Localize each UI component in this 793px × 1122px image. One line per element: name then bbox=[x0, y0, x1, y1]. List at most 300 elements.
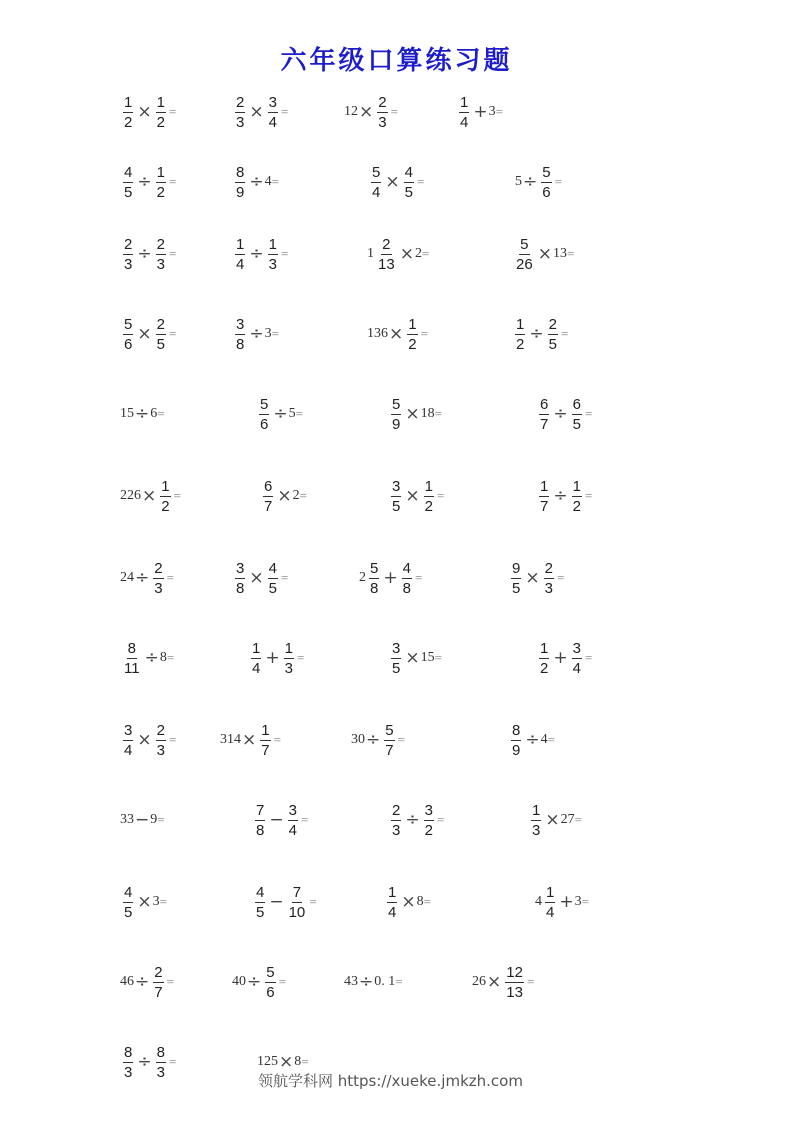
numerator: 4 bbox=[402, 559, 411, 577]
fraction bbox=[156, 722, 166, 759]
math-problem bbox=[220, 718, 281, 762]
fraction bbox=[459, 94, 469, 131]
number: 5 bbox=[515, 174, 522, 189]
numerator: 1 bbox=[161, 477, 170, 495]
math-problem bbox=[252, 798, 308, 842]
equals-sign: = bbox=[309, 894, 317, 909]
numerator: 5 bbox=[370, 559, 379, 577]
equals-sign: = bbox=[168, 174, 177, 189]
denominator: 5 bbox=[156, 335, 165, 353]
number: 0. 1 bbox=[374, 974, 396, 989]
numerator: 1 bbox=[284, 639, 293, 657]
equals-sign: = bbox=[526, 974, 535, 989]
equals-sign: = bbox=[299, 488, 307, 503]
denominator: 2 bbox=[424, 821, 433, 839]
numerator: 5 bbox=[266, 963, 275, 981]
fraction bbox=[402, 560, 412, 597]
fraction bbox=[377, 94, 387, 131]
math-problem bbox=[120, 880, 167, 924]
fraction bbox=[156, 94, 166, 131]
equals-sign: = bbox=[395, 974, 403, 989]
numerator: 8 bbox=[127, 639, 136, 657]
numerator: 2 bbox=[382, 235, 391, 253]
operator: ÷ bbox=[553, 404, 568, 424]
operator: × bbox=[405, 486, 420, 506]
fraction bbox=[515, 236, 534, 273]
operator: ÷ bbox=[366, 730, 381, 750]
math-problem bbox=[120, 556, 174, 600]
fraction bbox=[539, 640, 549, 677]
math-problem bbox=[351, 718, 405, 762]
denominator: 8 bbox=[402, 579, 411, 597]
math-problem bbox=[120, 90, 176, 134]
denominator: 3 bbox=[154, 579, 163, 597]
fraction bbox=[268, 560, 278, 597]
operator: × bbox=[525, 568, 540, 588]
denominator: 26 bbox=[516, 255, 533, 273]
denominator: 4 bbox=[268, 113, 277, 131]
fraction bbox=[123, 884, 133, 921]
operator: ÷ bbox=[249, 172, 264, 192]
numerator: 1 bbox=[268, 235, 277, 253]
number: 1 bbox=[367, 246, 374, 261]
denominator: 2 bbox=[424, 497, 433, 515]
math-problem bbox=[120, 718, 176, 762]
math-problem bbox=[512, 232, 574, 276]
equals-sign: = bbox=[273, 732, 281, 747]
operator: × bbox=[279, 1052, 294, 1072]
number: 2 bbox=[414, 246, 422, 261]
equals-sign: = bbox=[157, 406, 165, 421]
math-problem bbox=[120, 636, 174, 680]
math-problem bbox=[260, 474, 307, 518]
numerator: 5 bbox=[385, 721, 394, 739]
equals-sign: = bbox=[271, 174, 279, 189]
numerator: 4 bbox=[124, 163, 133, 181]
equals-sign: = bbox=[420, 326, 428, 341]
numerator: 1 bbox=[540, 477, 549, 495]
denominator: 5 bbox=[572, 415, 581, 433]
equals-sign: = bbox=[436, 812, 445, 827]
numerator: 2 bbox=[156, 235, 165, 253]
math-problem bbox=[232, 312, 279, 356]
numerator: 2 bbox=[156, 315, 165, 333]
denominator: 6 bbox=[266, 983, 275, 1001]
math-problem bbox=[120, 312, 176, 356]
denominator: 2 bbox=[161, 497, 170, 515]
operator: ÷ bbox=[137, 1052, 152, 1072]
number: 3 bbox=[152, 894, 160, 909]
fraction bbox=[404, 164, 414, 201]
math-problem bbox=[388, 636, 442, 680]
number: 40 bbox=[232, 974, 246, 989]
denominator: 8 bbox=[370, 579, 379, 597]
math-problem bbox=[232, 232, 288, 276]
operator: × bbox=[137, 892, 152, 912]
numerator: 2 bbox=[544, 559, 553, 577]
operator: ÷ bbox=[273, 404, 288, 424]
fraction bbox=[539, 478, 549, 515]
fraction bbox=[391, 478, 401, 515]
numerator: 7 bbox=[292, 883, 302, 901]
equals-sign: = bbox=[421, 246, 430, 261]
denominator: 3 bbox=[378, 113, 387, 131]
operator: + bbox=[265, 648, 280, 668]
equals-sign: = bbox=[280, 246, 289, 261]
number: 18 bbox=[420, 406, 435, 421]
operator: × bbox=[389, 324, 404, 344]
fraction bbox=[391, 802, 401, 839]
math-problem bbox=[368, 160, 424, 204]
numerator: 3 bbox=[124, 721, 133, 739]
math-problem bbox=[120, 232, 176, 276]
equals-sign: = bbox=[434, 406, 442, 421]
fraction bbox=[160, 478, 170, 515]
operator: + bbox=[383, 568, 398, 588]
fraction bbox=[251, 640, 261, 677]
math-problem bbox=[472, 960, 534, 1004]
fraction bbox=[255, 884, 265, 921]
math-problem bbox=[384, 880, 431, 924]
numerator: 1 bbox=[572, 477, 581, 495]
math-problem bbox=[344, 960, 403, 1004]
denominator: 6 bbox=[124, 335, 133, 353]
numerator: 8 bbox=[124, 1043, 133, 1061]
denominator: 5 bbox=[268, 579, 277, 597]
denominator: 5 bbox=[124, 903, 133, 921]
operator: − bbox=[269, 892, 284, 912]
fraction bbox=[123, 236, 133, 273]
equals-sign: = bbox=[584, 488, 593, 503]
denominator: 13 bbox=[506, 983, 523, 1001]
math-problem bbox=[232, 556, 288, 600]
denominator: 3 bbox=[544, 579, 553, 597]
numerator: 1 bbox=[156, 163, 165, 181]
operator: × bbox=[249, 568, 264, 588]
equals-sign: = bbox=[173, 488, 181, 503]
fraction bbox=[259, 396, 269, 433]
denominator: 3 bbox=[532, 821, 541, 839]
equals-sign: = bbox=[168, 104, 177, 119]
math-problem bbox=[232, 160, 279, 204]
denominator: 7 bbox=[264, 497, 273, 515]
equals-sign: = bbox=[414, 570, 423, 585]
equals-sign: = bbox=[280, 104, 289, 119]
numerator: 6 bbox=[572, 395, 581, 413]
fraction bbox=[391, 640, 401, 677]
operator: + bbox=[473, 102, 488, 122]
equals-sign: = bbox=[584, 406, 593, 421]
denominator: 4 bbox=[572, 659, 581, 677]
math-problem bbox=[536, 636, 592, 680]
numerator: 3 bbox=[572, 639, 581, 657]
denominator: 5 bbox=[124, 183, 133, 201]
equals-sign: = bbox=[166, 974, 174, 989]
equals-sign: = bbox=[296, 650, 305, 665]
equals-sign: = bbox=[157, 812, 165, 827]
fraction bbox=[369, 560, 379, 597]
operator: − bbox=[269, 810, 284, 830]
denominator: 6 bbox=[260, 415, 269, 433]
equals-sign: = bbox=[556, 570, 565, 585]
numerator: 3 bbox=[236, 559, 245, 577]
operator: × bbox=[405, 404, 420, 424]
equals-sign: = bbox=[300, 812, 309, 827]
operator: × bbox=[385, 172, 400, 192]
number: 30 bbox=[351, 732, 365, 747]
numerator: 8 bbox=[156, 1043, 165, 1061]
denominator: 5 bbox=[404, 183, 413, 201]
operator: ÷ bbox=[135, 972, 150, 992]
numerator: 3 bbox=[392, 639, 401, 657]
math-problem bbox=[359, 556, 422, 600]
fraction bbox=[548, 316, 558, 353]
numerator: 5 bbox=[392, 395, 401, 413]
numerator: 3 bbox=[288, 801, 297, 819]
number: 4 bbox=[540, 732, 548, 747]
fraction bbox=[268, 94, 278, 131]
numerator: 3 bbox=[268, 93, 277, 111]
operator: × bbox=[537, 244, 552, 264]
number: 33 bbox=[120, 812, 134, 827]
denominator: 5 bbox=[392, 497, 401, 515]
math-problem bbox=[528, 798, 582, 842]
denominator: 5 bbox=[256, 903, 265, 921]
math-problem bbox=[456, 90, 503, 134]
numerator: 1 bbox=[261, 721, 270, 739]
denominator: 2 bbox=[156, 113, 165, 131]
number: 9 bbox=[150, 812, 158, 827]
operator: ÷ bbox=[135, 404, 150, 424]
denominator: 4 bbox=[288, 821, 297, 839]
numerator: 1 bbox=[408, 315, 417, 333]
numerator: 7 bbox=[256, 801, 265, 819]
numerator: 4 bbox=[124, 883, 133, 901]
operator: ÷ bbox=[553, 486, 568, 506]
fraction bbox=[156, 164, 166, 201]
denominator: 4 bbox=[124, 741, 133, 759]
fraction bbox=[260, 722, 270, 759]
fraction bbox=[541, 164, 551, 201]
equals-sign: = bbox=[168, 732, 177, 747]
math-problem bbox=[367, 232, 429, 276]
denominator: 7 bbox=[154, 983, 163, 1001]
operator: − bbox=[135, 810, 150, 830]
math-problem bbox=[232, 90, 288, 134]
denominator: 8 bbox=[236, 335, 245, 353]
numerator: 2 bbox=[124, 235, 133, 253]
fraction bbox=[255, 802, 265, 839]
fraction bbox=[544, 560, 554, 597]
numerator: 8 bbox=[512, 721, 521, 739]
numerator: 2 bbox=[154, 963, 163, 981]
denominator: 4 bbox=[236, 255, 245, 273]
math-problem bbox=[508, 718, 555, 762]
equals-sign: = bbox=[301, 1054, 309, 1069]
equals-sign: = bbox=[584, 650, 593, 665]
equals-sign: = bbox=[168, 246, 177, 261]
denominator: 10 bbox=[288, 903, 306, 921]
equals-sign: = bbox=[581, 894, 589, 909]
number: 15 bbox=[120, 406, 134, 421]
fraction bbox=[511, 560, 521, 597]
denominator: 13 bbox=[378, 255, 395, 273]
fraction bbox=[123, 94, 133, 131]
operator: ÷ bbox=[247, 972, 262, 992]
fraction bbox=[263, 478, 273, 515]
equals-sign: = bbox=[423, 894, 431, 909]
math-problem bbox=[120, 392, 165, 436]
math-problem bbox=[232, 960, 286, 1004]
operator: ÷ bbox=[135, 568, 150, 588]
math-problem bbox=[388, 474, 444, 518]
fraction bbox=[515, 316, 525, 353]
equals-sign: = bbox=[166, 650, 175, 665]
numerator: 9 bbox=[512, 559, 521, 577]
equals-sign: = bbox=[416, 174, 425, 189]
operator: × bbox=[487, 972, 502, 992]
fraction bbox=[545, 884, 555, 921]
operator: ÷ bbox=[249, 324, 264, 344]
denominator: 2 bbox=[540, 659, 549, 677]
fraction bbox=[123, 1044, 133, 1081]
denominator: 7 bbox=[540, 497, 549, 515]
equals-sign: = bbox=[166, 570, 174, 585]
denominator: 4 bbox=[388, 903, 397, 921]
operator: × bbox=[399, 244, 414, 264]
fraction bbox=[156, 316, 166, 353]
operator: ÷ bbox=[529, 324, 544, 344]
numerator: 1 bbox=[388, 883, 397, 901]
number: 2 bbox=[292, 488, 300, 503]
equals-sign: = bbox=[554, 174, 562, 189]
denominator: 3 bbox=[156, 255, 165, 273]
fraction bbox=[156, 1044, 166, 1081]
fraction bbox=[123, 164, 133, 201]
number: 4 bbox=[535, 894, 542, 909]
fraction bbox=[377, 236, 396, 273]
numerator: 5 bbox=[260, 395, 269, 413]
denominator: 3 bbox=[124, 1063, 133, 1081]
number: 3 bbox=[264, 326, 272, 341]
math-problem bbox=[120, 798, 165, 842]
number: 2 bbox=[359, 570, 366, 585]
number: 226 bbox=[120, 488, 141, 503]
fraction bbox=[391, 396, 401, 433]
operator: × bbox=[405, 648, 420, 668]
numerator: 6 bbox=[540, 395, 549, 413]
number: 12 bbox=[344, 104, 358, 119]
numerator: 2 bbox=[154, 559, 163, 577]
number: 125 bbox=[257, 1054, 278, 1069]
fraction bbox=[156, 236, 166, 273]
numerator: 1 bbox=[124, 93, 133, 111]
denominator: 3 bbox=[392, 821, 401, 839]
equals-sign: = bbox=[278, 974, 286, 989]
denominator: 7 bbox=[540, 415, 549, 433]
number: 6 bbox=[150, 406, 158, 421]
numerator: 1 bbox=[156, 93, 165, 111]
numerator: 2 bbox=[548, 315, 557, 333]
operator: × bbox=[137, 324, 152, 344]
fraction bbox=[123, 722, 133, 759]
fraction bbox=[235, 164, 245, 201]
number: 314 bbox=[220, 732, 241, 747]
equals-sign: = bbox=[560, 326, 569, 341]
equals-sign: = bbox=[495, 104, 503, 119]
equals-sign: = bbox=[434, 650, 442, 665]
fraction bbox=[531, 802, 541, 839]
math-problem bbox=[512, 312, 568, 356]
fraction bbox=[288, 802, 298, 839]
fraction bbox=[511, 722, 521, 759]
numerator: 1 bbox=[516, 315, 525, 333]
math-problem bbox=[508, 556, 564, 600]
denominator: 2 bbox=[572, 497, 581, 515]
numerator: 2 bbox=[378, 93, 387, 111]
fraction bbox=[265, 964, 275, 1001]
numerator: 1 bbox=[460, 93, 469, 111]
operator: ÷ bbox=[137, 172, 152, 192]
operator: ÷ bbox=[144, 648, 159, 668]
operator: × bbox=[277, 486, 292, 506]
math-problem bbox=[120, 960, 174, 1004]
math-problem bbox=[120, 1040, 176, 1084]
operator: ÷ bbox=[525, 730, 540, 750]
math-problem bbox=[120, 160, 176, 204]
number: 26 bbox=[472, 974, 486, 989]
number: 4 bbox=[264, 174, 272, 189]
numerator: 2 bbox=[156, 721, 165, 739]
denominator: 11 bbox=[124, 659, 140, 677]
math-problem bbox=[388, 798, 444, 842]
denominator: 9 bbox=[392, 415, 401, 433]
denominator: 2 bbox=[156, 183, 165, 201]
numerator: 5 bbox=[542, 163, 551, 181]
denominator: 4 bbox=[372, 183, 381, 201]
fraction bbox=[235, 236, 245, 273]
numerator: 8 bbox=[236, 163, 245, 181]
denominator: 4 bbox=[546, 903, 555, 921]
numerator: 4 bbox=[268, 559, 277, 577]
denominator: 3 bbox=[156, 1063, 165, 1081]
fraction bbox=[572, 478, 582, 515]
fraction bbox=[371, 164, 381, 201]
fraction bbox=[153, 560, 163, 597]
operator: ÷ bbox=[523, 172, 538, 192]
numerator: 1 bbox=[252, 639, 261, 657]
equals-sign: = bbox=[397, 732, 405, 747]
page-title: 六年级口算练习题 bbox=[280, 46, 513, 76]
numerator: 1 bbox=[540, 639, 549, 657]
fraction bbox=[284, 640, 294, 677]
fraction bbox=[505, 964, 524, 1001]
denominator: 9 bbox=[236, 183, 245, 201]
denominator: 3 bbox=[156, 741, 165, 759]
fraction bbox=[123, 640, 141, 677]
fraction bbox=[288, 884, 307, 921]
operator: × bbox=[249, 102, 264, 122]
numerator: 6 bbox=[264, 477, 273, 495]
denominator: 3 bbox=[124, 255, 133, 273]
math-problem bbox=[536, 392, 592, 436]
equals-sign: = bbox=[390, 104, 398, 119]
denominator: 4 bbox=[252, 659, 261, 677]
equals-sign: = bbox=[574, 812, 582, 827]
operator: ÷ bbox=[359, 972, 374, 992]
denominator: 9 bbox=[512, 741, 521, 759]
operator: × bbox=[142, 486, 157, 506]
